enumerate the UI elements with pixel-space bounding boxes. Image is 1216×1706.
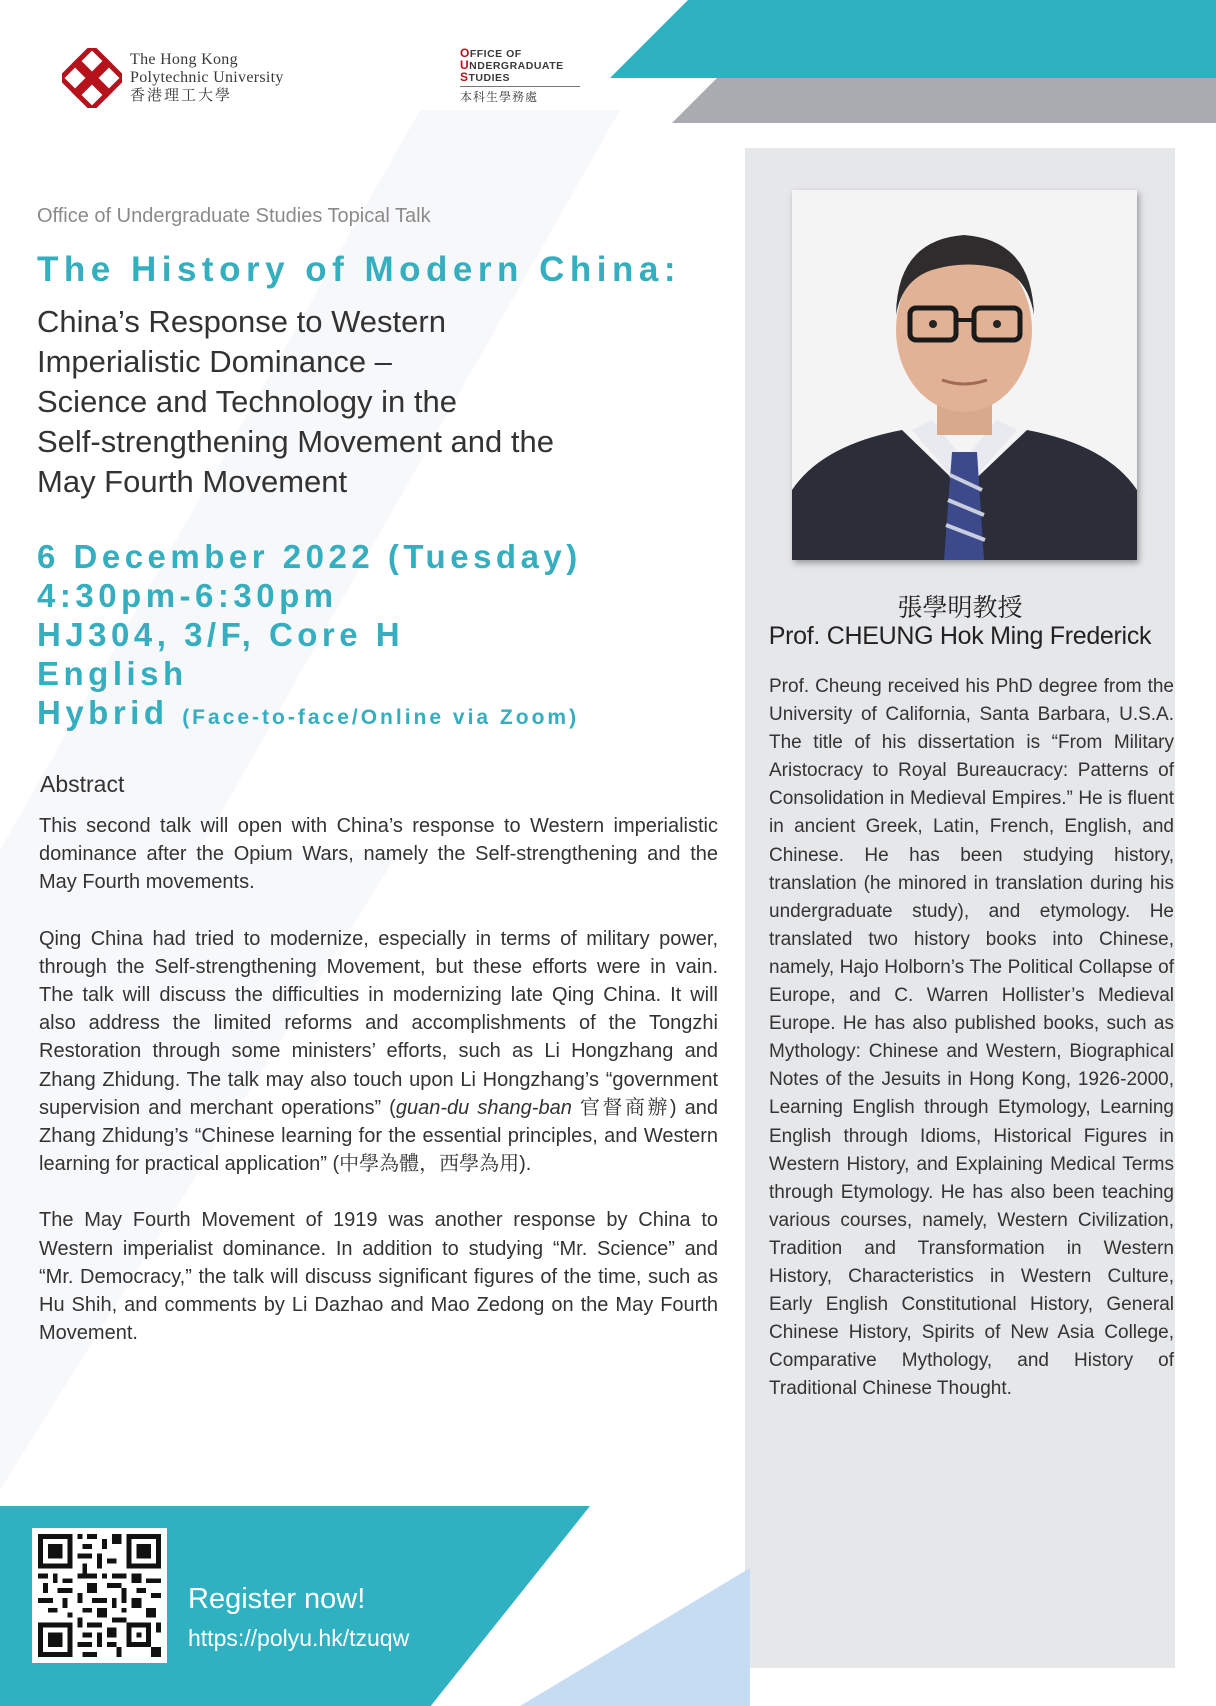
speaker-name-zh: 張學明教授 (897, 593, 1023, 622)
talk-series-label: Office of Undergraduate Studies Topical Talk (37, 205, 431, 227)
event-time: 4:30pm-6:30pm (37, 577, 338, 614)
ous-name-zh: 本科生學務處 (460, 90, 539, 104)
ous-cap-u: U (460, 58, 470, 72)
ous-rest-3: TUDIES (468, 72, 511, 84)
ous-line-2 (460, 60, 590, 72)
speaker-photo (792, 190, 1137, 560)
speaker-name-en: Prof. CHEUNG Hok Ming Frederick (768, 622, 1152, 650)
event-venue: HJ304, 3/F, Core H (37, 616, 405, 653)
university-name-line2: Polytechnic University (130, 68, 284, 86)
subtitle-line: Imperialistic Dominance – (37, 344, 392, 379)
talk-subtitle (37, 302, 737, 502)
event-mode: Hybrid (37, 694, 169, 731)
qr-code-icon[interactable] (32, 1528, 167, 1663)
abstract-paragraph-1: This second talk will open with China’s response to Western imperialistic dominance after the Opium Wars, namely the Self-strengthening and the May Fourth movements. (39, 815, 718, 894)
abstract-body (39, 812, 718, 1375)
ous-cap-o: O (460, 46, 470, 60)
speaker-portrait-icon (792, 190, 1137, 560)
abstract-p2-italic: guan-du shang-ban (395, 1096, 572, 1119)
header-teal-band (610, 0, 1216, 78)
abstract-paragraph-2 (39, 925, 718, 1179)
abstract-heading: Abstract (40, 771, 125, 797)
subtitle-line: Science and Technology in the (37, 384, 457, 419)
event-language: English (37, 655, 188, 692)
ous-line-3 (460, 72, 590, 84)
polyu-emblem-icon (62, 48, 122, 108)
event-date: 6 December 2022 (Tuesday) (37, 538, 582, 575)
register-now-label: Register now! (188, 1583, 366, 1615)
subtitle-line: China’s Response to Western (37, 304, 446, 339)
event-details (37, 537, 747, 737)
ous-rest-1: FFICE OF (469, 48, 522, 60)
university-name-zh: 香港理工大學 (130, 87, 233, 104)
ous-logo (460, 48, 590, 108)
ous-rest-2: NDERGRADUATE (469, 60, 564, 72)
abstract-p2-part-a: Qing China had tried to modernize, especially in terms of military power, through the Self-strengthening Movement, but these efforts were in vain. The talk will discuss the difficulties in modernizing late Qing China. It will also address the limited reforms and accomplishments of the Tongzhi Restoration through some ministers’ efforts, such as Li Hongzhang and Zhang Zhidung. The talk may also touch upon Li Hongzhang’s “government supervision and merchant operations” ( (39, 927, 718, 1119)
abstract-p2-part-b: 官督商辦) and Zhang Zhidung’s “Chinese learning for the essential principles, and Western learning for practical application” (中學為體，西學為用). (39, 1096, 718, 1176)
polyu-wordmark (130, 51, 284, 105)
header-grey-band (672, 78, 1216, 123)
ous-divider (460, 86, 580, 87)
event-mode-row (37, 693, 747, 737)
university-name-line1: The Hong Kong (130, 50, 238, 68)
register-link[interactable]: https://polyu.hk/tzuqw (188, 1625, 410, 1651)
polyu-logo (62, 45, 382, 110)
footer-blue-band (520, 1568, 750, 1706)
subtitle-line: May Fourth Movement (37, 464, 348, 499)
event-mode-note: (Face-to-face/Online via Zoom) (182, 706, 580, 729)
speaker-bio: Prof. Cheung received his PhD degree from the University of California, Santa Barbara, U.S.A. The title of his dissertation is “From Military Aristocracy to Royal Bureaucracy: Patterns of Consolidation in Medieval Empires.” He is fluent in ancient Greek, Latin, French, English, and Chinese. He has been studying history, translation (he minored in translation during his undergraduate study), and etymology. He translated two history books into Chinese, namely, Hajo Holborn’s The Political Collapse of Europe, and C. Warren Hollister’s Medieval Europe. He has also published books, such as Mythology: Chinese and Western, Biographical Notes of the Jesuits in Hong Kong, 1926-2000, Learning English through Etymology, Learning English through Idioms, Historical Figures in Western History, and Explaining Medical Terms through Etymology. He has also been teaching various courses, namely, Western Civilization, Tradition and Transformation in Western History, Characteristics in Western Culture, Early English Constitutional History, General Chinese History, Spirits of New Asia College, Comparative Mythology, and History of Traditional Chinese Thought. (769, 676, 1174, 1400)
talk-title: The History of Modern China: (37, 250, 681, 289)
subtitle-line: Self-strengthening Movement and the (37, 424, 554, 459)
ous-cap-s: S (460, 70, 469, 84)
qr-code-graphic (38, 1534, 161, 1657)
ous-line-1 (460, 48, 590, 60)
abstract-paragraph-3: The May Fourth Movement of 1919 was another response by China to Western imperialist dominance. In addition to studying “Mr. Science” and “Mr. Democracy,” the talk will discuss significant figures of the time, such as Hu Shih, and comments by Li Dazhao and Mao Zedong on the May Fourth Movement. (39, 1209, 718, 1345)
